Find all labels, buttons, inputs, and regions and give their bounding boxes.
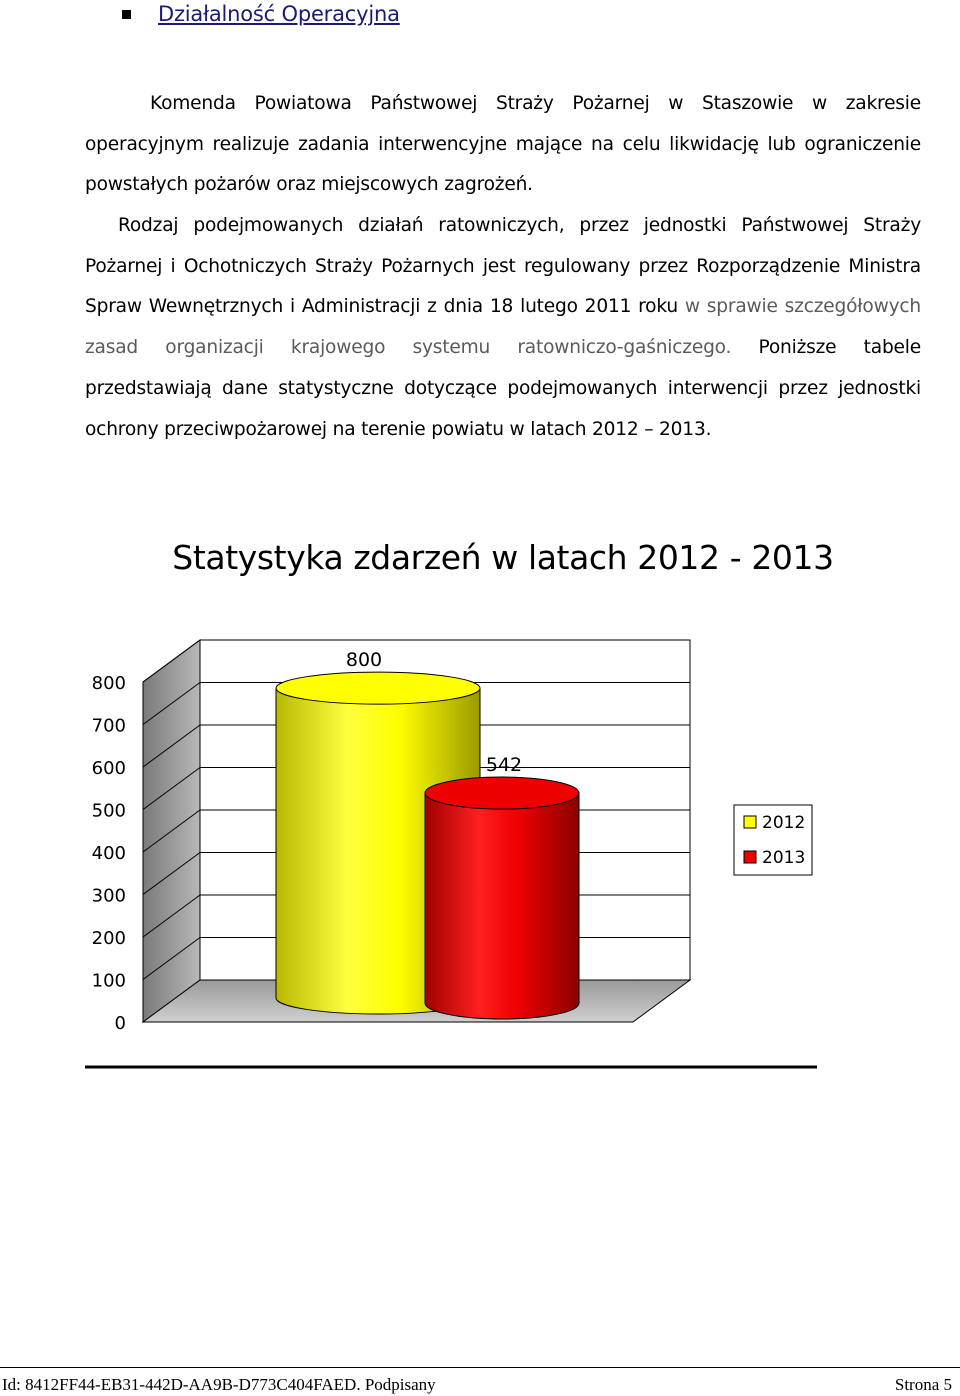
y-tick-label: 0 — [114, 1013, 126, 1034]
paragraph-2-part-c: Poniższe tabele przedstawiają dane statystyczne dotyczące podejmowanych interwencji przez jednostki ochrony przeciwpożarowej na terenie powiatu w latach 2012 – 2013. — [85, 337, 921, 440]
section-title: Działalność Operacyjna — [158, 2, 400, 26]
y-tick-label: 200 — [91, 928, 126, 949]
paragraph-2 — [85, 206, 921, 450]
data-label-2012: 800 — [345, 649, 383, 672]
paragraph-1: Komenda Powiatowa Państwowej Straży Pożarnej w Staszowie w zakresie operacyjnym realizuje zadania interwencyjne mające na celu likwidację lub ograniczenie powstałych pożarów oraz miejscowych zagrożeń. — [85, 93, 921, 196]
square-bullet-icon — [122, 10, 131, 19]
y-tick-label: 700 — [91, 715, 126, 737]
data-label-2013: 542 — [485, 754, 523, 777]
legend-label-2013: 2013 — [762, 848, 806, 868]
y-tick-label: 500 — [91, 800, 126, 822]
legend — [734, 805, 812, 875]
section-heading — [122, 0, 400, 28]
footer-page-number: Strona 5 — [894, 1375, 952, 1394]
paragraph-regulation — [85, 206, 921, 450]
y-tick-label: 100 — [91, 970, 126, 992]
legend-label-2012: 2012 — [762, 813, 806, 833]
bar-2013 — [425, 777, 579, 1019]
cylinder-body — [425, 793, 579, 1019]
paragraph-2-part-b: w sprawie szczegółowych zasad organizacji krajowego systemu ratowniczo-gaśniczego. — [85, 296, 921, 359]
cylinder-top — [425, 777, 579, 809]
chart-title: Statystyka zdarzeń w latach 2012 - 2013 — [172, 538, 834, 577]
paragraph-intro — [85, 84, 921, 206]
y-tick-label: 300 — [91, 885, 126, 907]
footer-divider — [0, 1367, 960, 1368]
y-tick-label: 600 — [91, 758, 126, 779]
y-tick-label: 800 — [91, 673, 126, 694]
paragraph-2-part-a: Rodzaj podejmowanych działań ratowniczych, przez jednostki Państwowej Straży Pożarnej i Ochotniczych Straży Pożarnych jest regulowany przez Rozporządzenie Ministra Spraw Wewnętrznych i Administracji z dnia 18 lutego 2011 roku — [85, 215, 921, 318]
footer-document-id: Id: 8412FF44-EB31-442D-AA9B-D773C404FAED. Podpisany — [2, 1375, 436, 1394]
cylinder-top — [276, 672, 480, 704]
legend-swatch-2012 — [744, 816, 756, 828]
y-tick-label: 400 — [91, 843, 126, 864]
bar-chart — [0, 600, 960, 1080]
y-axis-tick-labels — [92, 673, 126, 1034]
legend-swatch-2013 — [744, 851, 756, 863]
